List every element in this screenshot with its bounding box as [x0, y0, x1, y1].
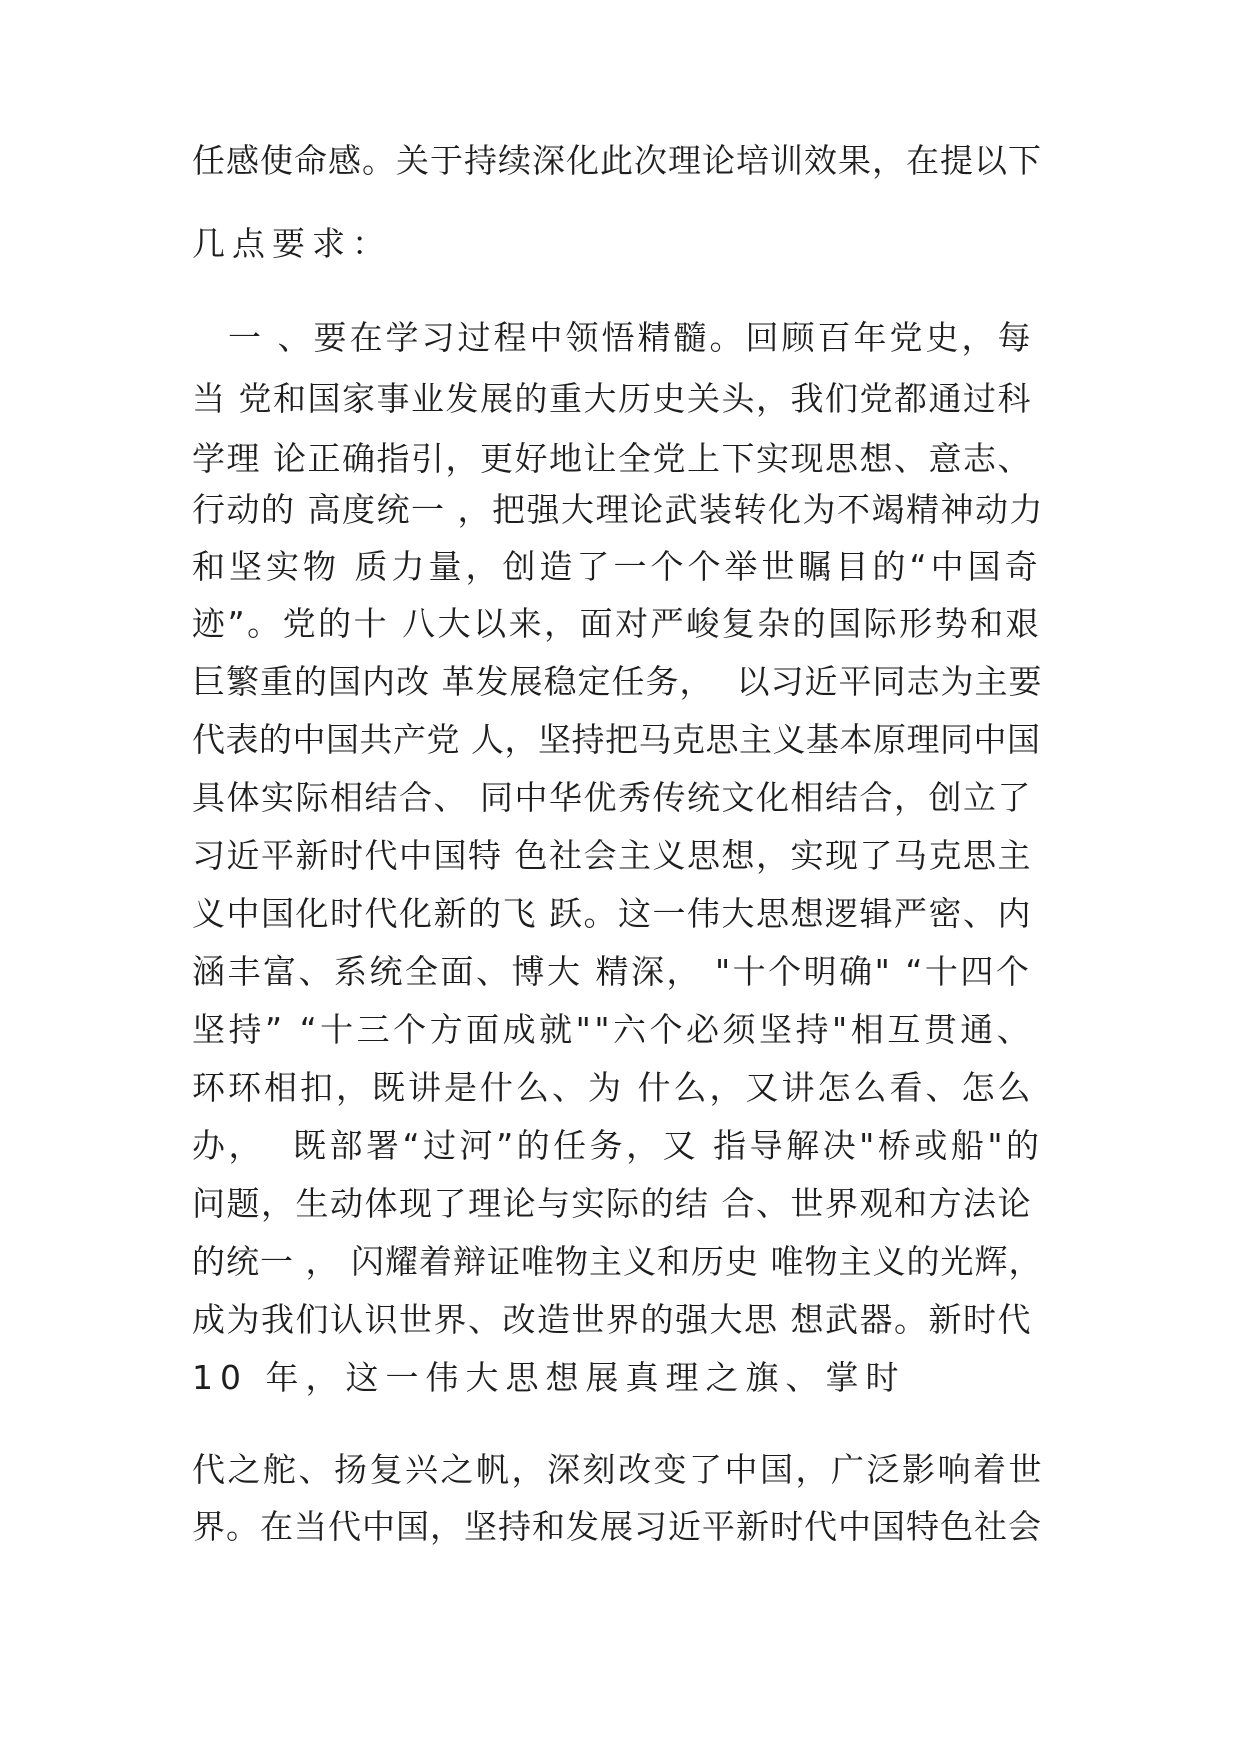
- paragraph-line: 10 年，这一伟大思想展真理之旗、掌时: [192, 1358, 906, 1397]
- paragraph-line: 当 党和国家事业发展的重大历史关头，我们党都通过科: [192, 379, 1032, 418]
- paragraph-line: 习近平新时代中国特 色社会主义思想，实现了马克思主: [192, 836, 1032, 875]
- paragraph-line: 界。在当代中国，坚持和发展习近平新时代中国特色社会: [192, 1507, 1042, 1546]
- paragraph-line: 代表的中国共产党 人，坚持把马克思主义基本原理同中国: [192, 720, 1041, 759]
- paragraph-line: 行动的 高度统一 ，把强大理论武装转化为不竭精神动力: [192, 490, 1044, 529]
- paragraph-line: 迹”。党的十 八大以来，面对严峻复杂的国际形势和艰: [192, 604, 1042, 643]
- paragraph-line: 的统一 ， 闪耀着辩证唯物主义和历史 唯物主义的光辉，: [192, 1242, 1043, 1281]
- paragraph-line: 任感使命感。关于持续深化此次理论培训效果，在提以下: [192, 141, 1042, 180]
- paragraph-line: 巨繁重的国内改 革发展稳定任务， 以习近平同志为主要: [192, 662, 1043, 701]
- paragraph-line: 环环相扣，既讲是什么、为 什么，又讲怎么看、怎么: [192, 1068, 1034, 1107]
- paragraph-line: 涵丰富、系统全面、博大 精深， "十个明确" “十四个: [192, 952, 1032, 991]
- paragraph-line: 义中国化时代化新的飞 跃。这一伟大思想逻辑严密、内: [192, 894, 1032, 933]
- paragraph-line: 坚持” “十三个方面成就""六个必须坚持"相互贯通、: [192, 1010, 1034, 1049]
- paragraph-line: 学理 论正确指引，更好地让全党上下实现思想、意志、: [192, 439, 1032, 478]
- paragraph-line: 问题，生动体现了理论与实际的结 合、世界观和方法论: [192, 1184, 1032, 1223]
- paragraph-line: 代之舵、扬复兴之帆，深刻改变了中国，广泛影响着世: [192, 1450, 1044, 1489]
- paragraph-line: 办， 既部署“过河”的任务，又 指导解决"桥或船"的: [192, 1126, 1043, 1165]
- paragraph-line: 一 、要在学习过程中领悟精髓。回顾百年党史，每: [192, 318, 1034, 357]
- paragraph-line: 具体实际相结合、 同中华优秀传统文化相结合，创立了: [192, 778, 1032, 817]
- paragraph-line: 成为我们认识世界、改造世界的强大思 想武器。新时代: [192, 1300, 1032, 1339]
- paragraph-line: 几点要求：: [192, 224, 392, 263]
- paragraph-line: 和坚实物 质力量，创造了一个个举世瞩目的“中国奇: [192, 547, 1042, 586]
